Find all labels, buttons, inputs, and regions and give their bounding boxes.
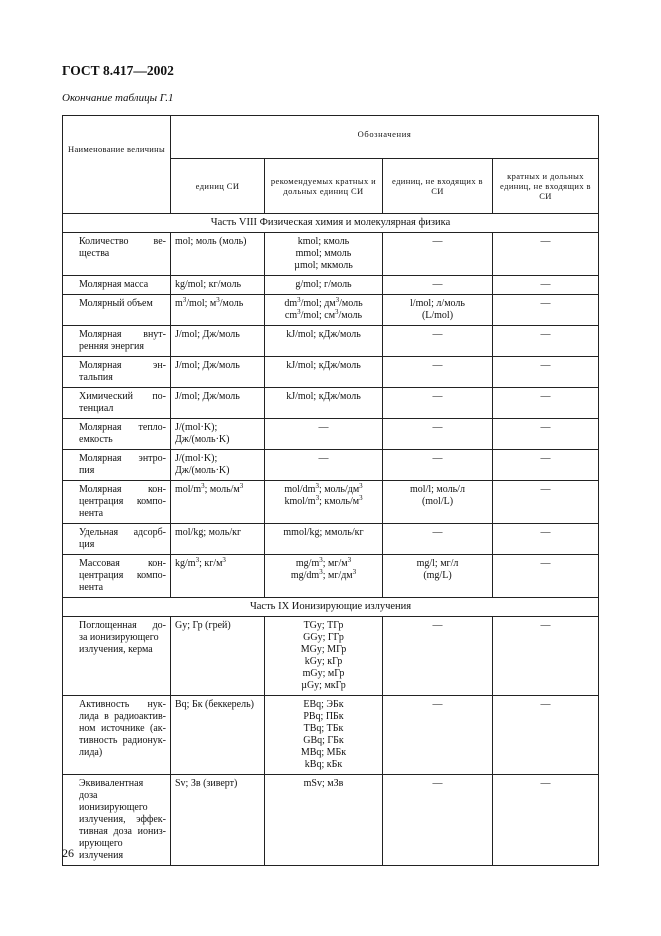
quantity-name-cell [63, 357, 171, 388]
recommended-unit-cell [265, 326, 383, 357]
table-row [63, 524, 599, 555]
header-si-units: единиц СИ [171, 159, 265, 214]
recommended-unit-cell [265, 696, 383, 775]
si-unit-cell [171, 357, 265, 388]
unit-line: kJ/mol; кДж/моль [286, 391, 361, 402]
page-number: 26 [62, 846, 74, 860]
quantity-name-cell [63, 326, 171, 357]
table-row [63, 295, 599, 326]
non-si-unit-cell: — [383, 524, 493, 555]
non-si-multiple-cell: — [493, 481, 599, 524]
unit-line: mmol/kg; ммоль/кг [283, 527, 364, 538]
table-row [63, 617, 599, 696]
quantity-name-line: пия [79, 465, 95, 476]
recommended-unit-cell [265, 617, 383, 696]
unit-line: l/mol; л/моль [410, 298, 465, 309]
non-si-unit-cell: — [383, 617, 493, 696]
non-si-unit-cell: — [383, 276, 493, 295]
si-unit-cell [171, 233, 265, 276]
si-unit-cell [171, 388, 265, 419]
non-si-unit-cell: — [383, 388, 493, 419]
quantity-name-cell [63, 233, 171, 276]
non-si-unit-cell: — [383, 357, 493, 388]
quantity-name-line: Молярная кон- [79, 484, 166, 495]
quantity-name-line: Количество ве- [79, 236, 166, 247]
quantity-name-line: нента [79, 582, 104, 593]
non-si-multiple-cell: — [493, 276, 599, 295]
unit-line: J/mol; Дж/моль [175, 360, 240, 371]
unit-line: mol/l; моль/л [410, 484, 465, 495]
si-unit-cell [171, 524, 265, 555]
quantity-name-line: емкость [79, 434, 113, 445]
quantity-name-line: излучения, керма [79, 644, 153, 655]
quantity-name-line: за ионизирующего [79, 632, 159, 643]
unit-line: Дж/(моль·K) [175, 465, 230, 476]
non-si-multiple-cell: — [493, 775, 599, 866]
unit-line: Sv; Зв (зиверт) [175, 778, 238, 789]
quantity-name-line: центрация компо- [79, 570, 166, 581]
header-non-si-units: единиц, не входящих в СИ [383, 159, 493, 214]
quantity-name-cell [63, 450, 171, 481]
unit-line: mmol; ммоль [295, 248, 352, 259]
unit-line: kJ/mol; кДж/моль [286, 329, 361, 340]
quantity-name-line: ция [79, 539, 95, 550]
table-row [63, 357, 599, 388]
section-row [63, 214, 599, 233]
quantity-name-line: лида) [79, 747, 103, 758]
quantity-name-line: ном источнике (ак- [79, 723, 166, 734]
quantity-name-line: Молярный объем [79, 298, 153, 309]
unit-line: MGy; МГр [300, 644, 347, 655]
non-si-unit-cell: — [383, 419, 493, 450]
header-quantity-name: Наименование величины [63, 116, 171, 214]
quantity-name-line: тивная доза иониз- [79, 826, 166, 837]
non-si-unit-cell [383, 295, 493, 326]
non-si-multiple-cell: — [493, 326, 599, 357]
unit-line: kJ/mol; кДж/моль [286, 360, 361, 371]
quantity-name-line: Молярная эн- [79, 360, 166, 371]
quantity-name-line: Массовая кон- [79, 558, 166, 569]
unit-line: kg/mol; кг/моль [175, 279, 242, 290]
non-si-multiple-cell: — [493, 295, 599, 326]
non-si-multiple-cell: — [493, 524, 599, 555]
table-caption: Окончание таблицы Г.1 [62, 92, 174, 104]
unit-line: kmol; кмоль [297, 236, 350, 247]
quantity-name-line: Поглощенная до- [79, 620, 166, 631]
quantity-name-cell [63, 617, 171, 696]
quantity-name-cell [63, 555, 171, 598]
non-si-multiple-cell: — [493, 696, 599, 775]
table-row [63, 233, 599, 276]
quantity-name-line: Эквивалентная [79, 778, 144, 789]
unit-line: GGy; ГГр [303, 632, 344, 643]
unit-line: mol/$dm^3$; моль/$дм^3$ [284, 482, 363, 495]
quantity-name-line: Молярная тепло- [79, 422, 166, 433]
non-si-unit-cell: — [383, 696, 493, 775]
non-si-unit-cell [383, 555, 493, 598]
recommended-unit-cell: — [265, 450, 383, 481]
si-unit-cell [171, 617, 265, 696]
section-title: Часть IX Ионизирующие излучения [63, 598, 599, 617]
quantity-name-line: доза ионизирующего [79, 790, 148, 813]
unit-line: Дж/(моль·K) [175, 434, 230, 445]
non-si-multiple-cell: — [493, 555, 599, 598]
si-unit-cell [171, 295, 265, 326]
quantity-name-cell [63, 481, 171, 524]
unit-line: (mg/L) [423, 570, 452, 581]
recommended-unit-cell [265, 295, 383, 326]
recommended-unit-cell [265, 233, 383, 276]
unit-line: mGy; мГр [302, 668, 345, 679]
si-unit-cell [171, 326, 265, 357]
unit-line: $kg/m^3$; $кг/м^3$ [175, 556, 226, 569]
unit-line: Bq; Бк (беккерель) [175, 699, 254, 710]
unit-line: J/(mol·K); [175, 453, 218, 464]
quantity-name-cell [63, 524, 171, 555]
si-unit-cell [171, 696, 265, 775]
quantity-name-line: Химический по- [79, 391, 166, 402]
si-unit-cell [171, 481, 265, 524]
recommended-unit-cell: — [265, 419, 383, 450]
non-si-multiple-cell: — [493, 233, 599, 276]
si-unit-cell [171, 419, 265, 450]
non-si-multiple-cell: — [493, 388, 599, 419]
quantity-name-line: ренняя энергия [79, 341, 144, 352]
unit-line: GBq; ГБк [303, 735, 344, 746]
unit-line: $cm^3$/mol; $см^3$/моль [284, 308, 363, 321]
table-row [63, 696, 599, 775]
recommended-unit-cell [265, 555, 383, 598]
quantity-name-cell [63, 276, 171, 295]
unit-line: kBq; кБк [304, 759, 343, 770]
unit-line: J/mol; Дж/моль [175, 329, 240, 340]
quantity-name-line: Активность нук- [79, 699, 166, 710]
section-row [63, 598, 599, 617]
table-row [63, 775, 599, 866]
non-si-unit-cell: — [383, 775, 493, 866]
unit-line: µmol; мкмоль [294, 260, 353, 271]
si-unit-cell [171, 775, 265, 866]
header-non-si-multiples: кратных и дольных единиц, не входящих в СИ [493, 159, 599, 214]
quantity-name-line: излучения, эффек- [79, 814, 166, 825]
unit-line: TGy; ТГр [303, 620, 344, 631]
non-si-multiple-cell: — [493, 450, 599, 481]
header-recommended-units: рекомендуемых кратных и дольных единиц СИ [265, 159, 383, 214]
recommended-unit-cell [265, 276, 383, 295]
non-si-multiple-cell: — [493, 617, 599, 696]
quantity-name-cell [63, 775, 171, 866]
table-row [63, 450, 599, 481]
quantity-name-line: лида в радиоактив- [79, 711, 166, 722]
recommended-unit-cell [265, 775, 383, 866]
quantity-name-line: щества [79, 248, 110, 259]
unit-line: EBq; ЭБк [303, 699, 344, 710]
unit-line: mol; моль (моль) [175, 236, 247, 247]
unit-line: $m^3$/mol; $м^3$/моль [175, 296, 244, 309]
recommended-unit-cell [265, 388, 383, 419]
non-si-unit-cell [383, 481, 493, 524]
table-row [63, 326, 599, 357]
quantity-name-line: тальпия [79, 372, 113, 383]
unit-line: mol/$m^3$; моль/$м^3$ [175, 482, 244, 495]
unit-line: g/mol; г/моль [295, 279, 352, 290]
recommended-unit-cell [265, 357, 383, 388]
document-header: ГОСТ 8.417—2002 [62, 63, 174, 78]
quantity-name-line: ирующего излучения [79, 838, 124, 861]
unit-line: $dm^3$/mol; $дм^3$/моль [284, 296, 363, 309]
table-row [63, 276, 599, 295]
recommended-unit-cell [265, 481, 383, 524]
unit-line: J/(mol·K); [175, 422, 218, 433]
unit-line: $mg/m^3$; $мг/м^3$ [295, 556, 352, 569]
recommended-unit-cell [265, 524, 383, 555]
quantity-name-cell [63, 295, 171, 326]
unit-line: µGy; мкГр [301, 680, 346, 691]
quantity-name-line: Молярная внут- [79, 329, 166, 340]
unit-line: $mg/dm^3$; $мг/дм^3$ [290, 568, 357, 581]
si-unit-cell [171, 555, 265, 598]
table-row [63, 388, 599, 419]
table-body [63, 214, 599, 866]
units-table [62, 115, 599, 866]
unit-line: kmol/$m^3$; кмоль/$м^3$ [284, 494, 363, 507]
unit-line: (mol/L) [421, 496, 454, 507]
non-si-multiple-cell: — [493, 419, 599, 450]
unit-line: MBq; МБк [300, 747, 347, 758]
non-si-multiple-cell: — [493, 357, 599, 388]
non-si-unit-cell: — [383, 233, 493, 276]
unit-line: kGy; кГр [304, 656, 343, 667]
unit-line: mSv; мЗв [303, 778, 344, 789]
quantity-name-cell [63, 419, 171, 450]
quantity-name-line: тенциал [79, 403, 114, 414]
si-unit-cell [171, 276, 265, 295]
quantity-name-line: Удельная адсорб- [79, 527, 166, 538]
section-title: Часть VIII Физическая химия и молекулярная физика [63, 214, 599, 233]
unit-line: PBq; ПБк [303, 711, 344, 722]
unit-line: (L/mol) [421, 310, 454, 321]
quantity-name-line: тивность радионук- [79, 735, 166, 746]
unit-line: mol/kg; моль/кг [175, 527, 242, 538]
quantity-name-line: Молярная масса [79, 279, 149, 290]
unit-line: TBq; ТБк [303, 723, 344, 734]
si-unit-cell [171, 450, 265, 481]
unit-line: J/mol; Дж/моль [175, 391, 240, 402]
unit-line: mg/l; мг/л [416, 558, 459, 569]
quantity-name-cell [63, 696, 171, 775]
quantity-name-line: Молярная энтро- [79, 453, 166, 464]
quantity-name-line: центрация компо- [79, 496, 166, 507]
non-si-unit-cell: — [383, 326, 493, 357]
unit-line: Gy; Гр (грей) [175, 620, 231, 631]
quantity-name-line: нента [79, 508, 104, 519]
header-designations: Обозначения [171, 116, 599, 159]
table-row [63, 555, 599, 598]
table-row [63, 419, 599, 450]
non-si-unit-cell: — [383, 450, 493, 481]
table-row [63, 481, 599, 524]
quantity-name-cell [63, 388, 171, 419]
